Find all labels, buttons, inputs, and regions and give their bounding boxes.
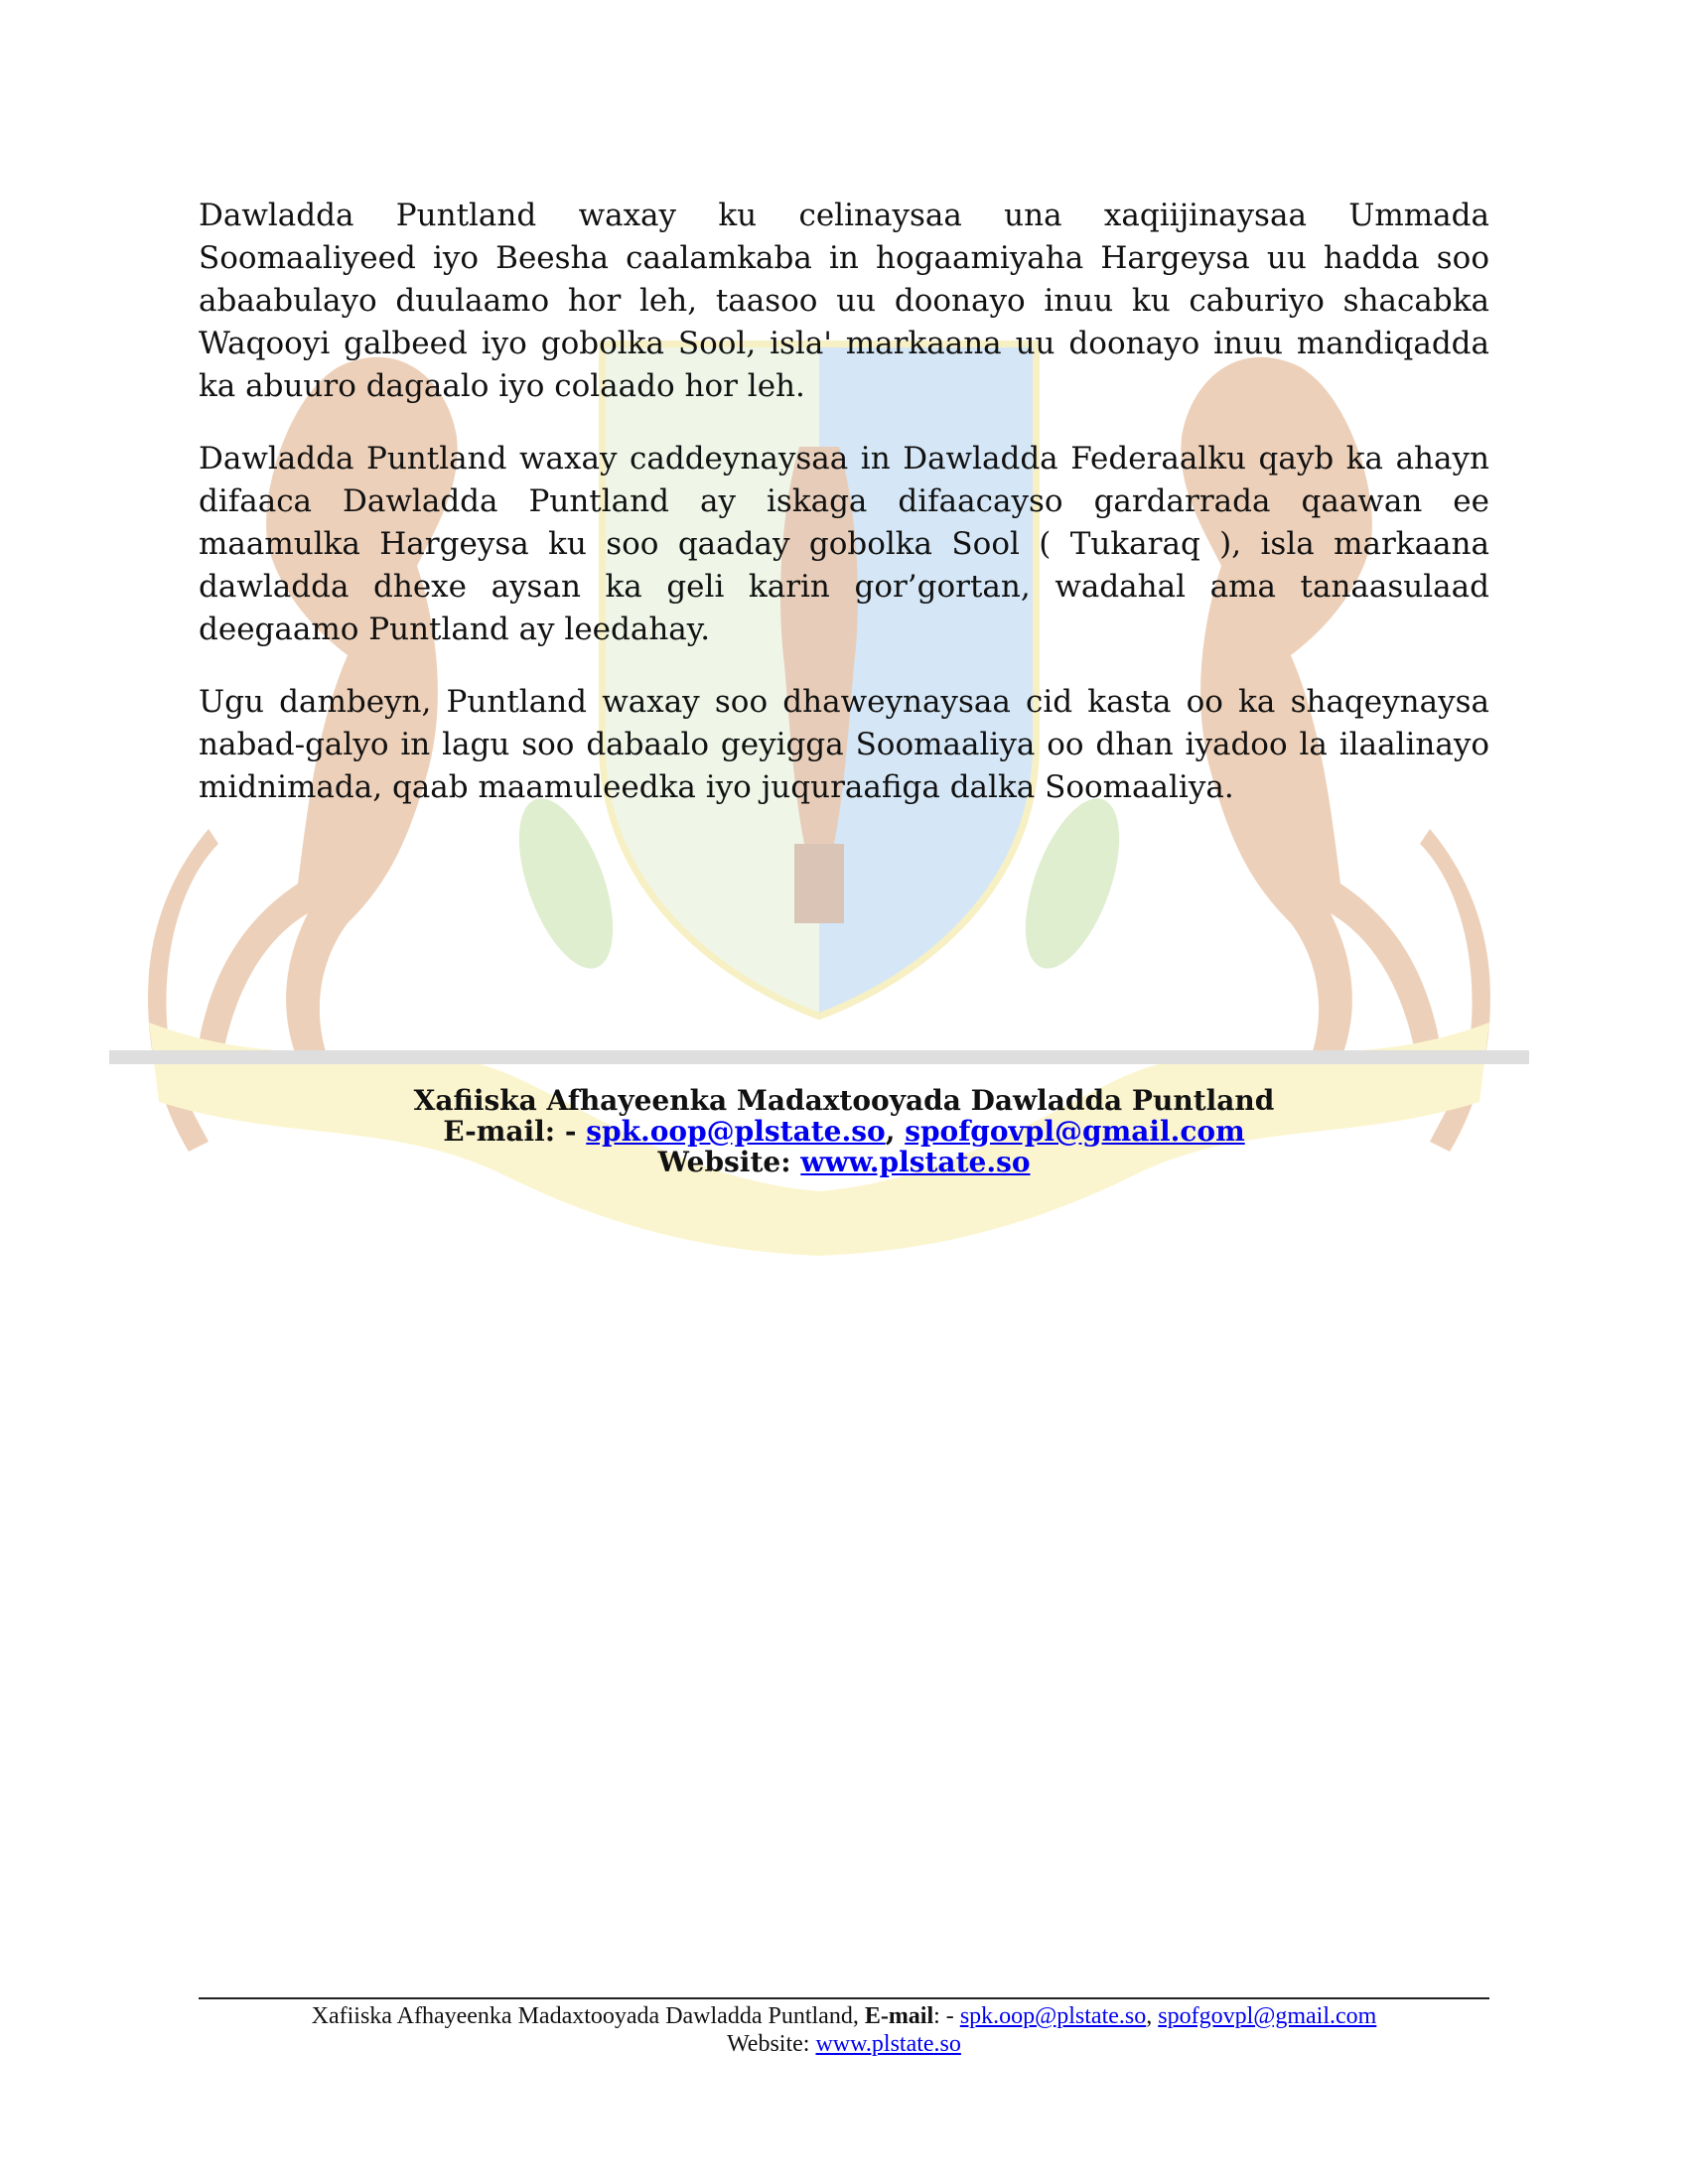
signature-website-line [199,1147,1489,1177]
footer-line-1 [199,2002,1489,2030]
footer-website-label: Website: [727,2031,816,2057]
signature-website-label: Website: [657,1146,801,1178]
footer-office: Xafiiska Afhayeenka Madaxtooyada Dawladda Puntland, [311,2003,865,2029]
footer-email-link-2[interactable]: spofgovpl@gmail.com [1158,2003,1377,2029]
paragraph-2: Dawladda Puntland waxay caddeynaysaa in Dawladda Federaalku qayb ka ahayn difaaca Dawladda Puntland ay iskaga difaacayso gardarrada qaawan ee maamulka Hargeysa ku soo qaaday gobolka Sool ( Tukaraq ), isla markaana dawladda dhexe aysan ka geli karin gor’gortan, wadahal ama tanaasulaad deegaamo Puntland ay leedahay. [199,441,1489,647]
paragraph-3: Ugu dambeyn, Puntland waxay soo dhaweynaysaa cid kasta oo ka shaqeynaysa nabad-galyo in lagu soo dabaalo geyigga Soomaaliya oo dhan iyadoo la ilaalinayo midnimada, qaab maamuleedka iyo juquraafiga dalka Soomaaliya. [199,684,1489,805]
signature-email-link-2[interactable]: spofgovpl@gmail.com [905,1115,1245,1148]
letter-body [199,195,1489,839]
signature-email-line [199,1116,1489,1147]
page-footer [199,2002,1489,2058]
signature-email-link-1[interactable]: spk.oop@plstate.so [586,1115,886,1148]
signature-separator: , [885,1115,906,1148]
signature-email-label: E-mail: - [443,1115,587,1148]
footer-separator: , [1146,2003,1159,2029]
footer-email-sep: : - [933,2003,960,2029]
footer-email-link-1[interactable]: spk.oop@plstate.so [959,2003,1147,2029]
signature-office: Xafiiska Afhayeenka Madaxtooyada Dawladda Puntland [413,1084,1275,1117]
signature-website-link[interactable]: www.plstate.so [800,1146,1031,1178]
paragraph-1: Dawladda Puntland waxay ku celinaysaa una xaqiijinaysaa Ummada Soomaaliyeed iyo Beesha caalamkaba in hogaamiyaha Hargeysa uu hadda soo abaabulayo duulaamo hor leh, taasoo uu doonayo inuu ku caburiyo shacabka Waqooyi galbeed iyo gobolka Sool, isla' markaana uu doonayo inuu mandiqadda ka abuuro dagaalo iyo colaado hor leh. [199,198,1489,404]
footer-divider [199,1997,1489,1999]
signature-block [199,1085,1489,1177]
footer-email-label: E-mail [864,2003,934,2029]
footer-website-link[interactable]: www.plstate.so [815,2031,961,2057]
footer-line-2 [199,2030,1489,2058]
